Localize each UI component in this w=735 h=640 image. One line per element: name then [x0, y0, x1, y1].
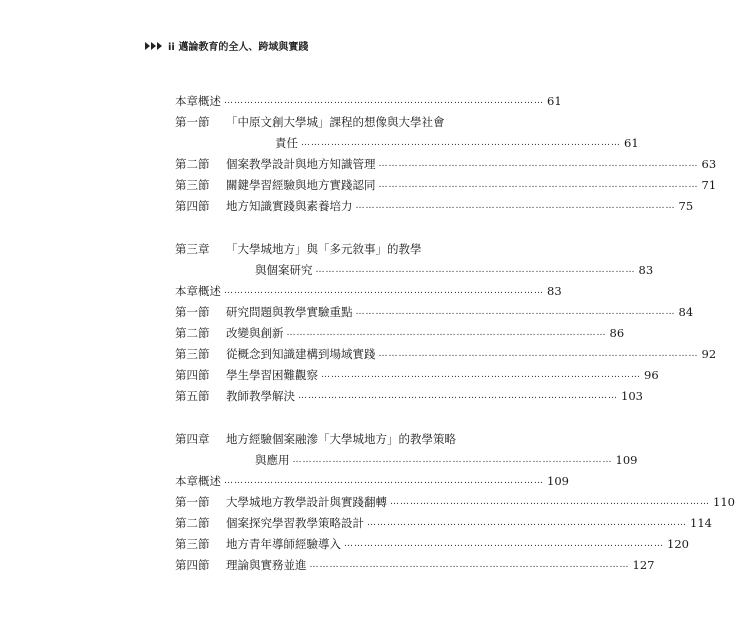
toc-entry-label: 本章概述 [175, 93, 221, 108]
toc-page-number: 109 [547, 473, 569, 488]
toc-entry-title: 改變與創新 [226, 325, 284, 340]
toc-page-number: 75 [678, 198, 694, 213]
toc-entry [175, 132, 639, 153]
toc-page-number: 83 [547, 283, 562, 298]
toc-entry-label: 第三節 [175, 346, 210, 361]
toc-entry-title: 地方知識實踐與素養培力 [226, 198, 353, 213]
toc-entry-label: 第二節 [175, 156, 210, 171]
toc-entry-label: 第三章 [175, 241, 210, 256]
toc-entry [175, 111, 478, 132]
toc-entry-label: 第二節 [175, 515, 210, 530]
toc-page-number: 114 [690, 515, 712, 530]
toc-entry-label: 第四節 [175, 367, 210, 382]
toc-entry-title: 個案教學設計與地方知識管理 [226, 156, 376, 171]
toc-entry-title: 責任 [275, 135, 298, 150]
table-of-contents [175, 90, 735, 575]
toc-page-number: 109 [615, 452, 638, 467]
toc-entry [175, 174, 717, 195]
leader-dots: …………………………………………………………………………………… [355, 200, 676, 211]
toc-entry-title: 與個案研究 [255, 262, 313, 277]
toc-entry-label: 本章概述 [175, 473, 221, 488]
toc-entry-label: 本章概述 [175, 283, 221, 298]
leader-dots: …………………………………………………………………………………… [292, 454, 613, 465]
toc-entry-label: 第四節 [175, 557, 210, 572]
toc-entry-title: 理論與實務並進 [226, 557, 307, 572]
leader-dots: …………………………………………………………………………………… [301, 137, 621, 148]
toc-page-number: 96 [644, 367, 659, 382]
leader-dots: …………………………………………………………………………………… [390, 496, 710, 507]
toc-entry-label: 第四節 [175, 198, 210, 213]
toc-entry [175, 301, 694, 322]
toc-entry [175, 322, 625, 343]
toc-entry-label: 第三節 [175, 177, 210, 192]
running-header-text: ii 邁論教育的全人、跨域與實踐 [168, 42, 309, 53]
toc-page-number: 63 [701, 156, 717, 171]
toc-entry-title: 關鍵學習經驗與地方實踐認同 [226, 177, 376, 192]
toc-entry-title: 大學城地方教學設計與實踐翻轉 [226, 494, 387, 509]
toc-entry [175, 259, 654, 280]
toc-entry-title: 地方經驗個案融滲「大學城地方」的教學策略 [226, 431, 456, 446]
toc-page-number: 61 [547, 93, 562, 108]
toc-entry [175, 449, 638, 470]
leader-dots: …………………………………………………………………………………… [224, 475, 544, 486]
toc-page-number: 127 [632, 557, 655, 572]
toc-entry-label: 第一節 [175, 304, 210, 319]
toc-entry [175, 512, 712, 533]
leader-dots: …………………………………………………………………………………… [378, 158, 699, 169]
toc-entry [175, 280, 562, 301]
toc-page-number: 110 [713, 494, 735, 509]
toc-entry [175, 533, 689, 554]
toc-entry-label: 第四章 [175, 431, 210, 446]
toc-entry [175, 554, 655, 575]
leader-dots: …………………………………………………………………………………… [298, 390, 618, 401]
toc-page-number: 103 [621, 388, 643, 403]
leader-dots: …………………………………………………………………………………… [315, 264, 636, 275]
leader-dots: …………………………………………………………………………………… [367, 517, 687, 528]
toc-entry-title: 從概念到知識建構到場域實踐 [226, 346, 376, 361]
toc-page-number: 83 [638, 262, 654, 277]
toc-entry-label: 第五節 [175, 388, 210, 403]
toc-entry-title: 研究問題與教學實驗重點 [226, 304, 353, 319]
toc-entry-title: 教師教學解決 [226, 388, 295, 403]
leader-dots: …………………………………………………………………………………… [224, 95, 544, 106]
toc-page-number: 120 [667, 536, 689, 551]
leader-dots: …………………………………………………………………………………… [224, 285, 544, 296]
toc-chapter-heading [175, 238, 478, 259]
toc-entry-label: 第三節 [175, 536, 210, 551]
toc-entry [175, 470, 569, 491]
leader-dots: …………………………………………………………………………………… [309, 559, 630, 570]
toc-entry [175, 491, 735, 512]
toc-entry-label: 第一節 [175, 494, 210, 509]
toc-entry [175, 343, 717, 364]
toc-page-number: 92 [701, 346, 717, 361]
toc-entry-label: 第一節 [175, 114, 210, 129]
toc-entry [175, 195, 694, 216]
toc-entry-title: 個案探究學習教學策略設計 [226, 515, 364, 530]
toc-entry [175, 364, 659, 385]
chevron-marks-icon [145, 42, 162, 50]
toc-entry-label: 第二節 [175, 325, 210, 340]
toc-entry [175, 153, 717, 174]
leader-dots: …………………………………………………………………………………… [344, 538, 664, 549]
toc-entry [175, 90, 562, 111]
leader-dots: …………………………………………………………………………………… [355, 306, 676, 317]
leader-dots: …………………………………………………………………………………… [378, 348, 699, 359]
toc-page-number: 84 [678, 304, 694, 319]
toc-entry-title: 學生學習困難觀察 [226, 367, 318, 382]
leader-dots: …………………………………………………………………………………… [378, 179, 699, 190]
running-header [145, 38, 308, 53]
toc-entry-title: 「大學城地方」與「多元敘事」的教學 [226, 241, 422, 256]
toc-entry-title: 與應用 [255, 452, 290, 467]
toc-page-number: 61 [624, 135, 639, 150]
toc-entry-title: 地方青年導師經驗導入 [226, 536, 341, 551]
toc-chapter-heading [175, 428, 478, 449]
toc-entry [175, 385, 643, 406]
toc-page-number: 71 [701, 177, 717, 192]
toc-entry-title: 「中原文創大學城」課程的想像與大學社會 [226, 114, 445, 129]
leader-dots: …………………………………………………………………………………… [321, 369, 641, 380]
leader-dots: …………………………………………………………………………………… [286, 327, 607, 338]
toc-page-number: 86 [609, 325, 625, 340]
